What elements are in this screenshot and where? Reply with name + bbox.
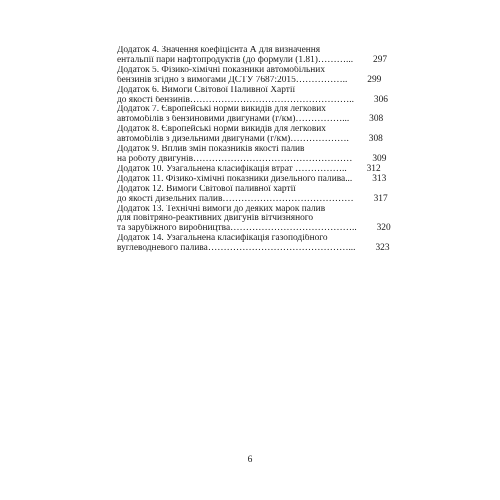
toc-entry-title bbox=[117, 125, 349, 145]
toc-entry-line: автомобілів з дизельними двигунами (г/км)………………. bbox=[117, 135, 349, 145]
toc-entry-title bbox=[117, 185, 354, 205]
toc-entry-line: на роботу двигунів…………………………………………… bbox=[117, 154, 353, 164]
toc-entry-appendix-6 bbox=[117, 85, 388, 106]
toc-entry-title bbox=[117, 165, 347, 175]
toc-entry-appendix-9 bbox=[117, 145, 387, 165]
toc-entry-title bbox=[117, 175, 352, 185]
toc-entry-line: Додаток 7. Європейські норми викидів для легкових bbox=[117, 105, 326, 115]
toc-entry-appendix-13 bbox=[117, 204, 391, 235]
toc-entry-appendix-12 bbox=[117, 184, 388, 205]
toc-entry-appendix-11 bbox=[117, 173, 387, 185]
toc-entry-line: Додаток 9. Вплив змін показників якості палив bbox=[117, 145, 305, 155]
toc-entry-line: Додаток 5. Фізико-хімічні показники автомобільних bbox=[117, 65, 326, 75]
toc-entry-page: 320 bbox=[376, 223, 391, 234]
toc-entry-line: вуглеводневого палива………………………………………... bbox=[117, 244, 356, 254]
toc-entry-page: 312 bbox=[366, 163, 381, 174]
toc-entry-line: автомобілів з бензиновими двигунами (г/км)……………... bbox=[117, 115, 350, 125]
toc-entry-appendix-5 bbox=[117, 65, 382, 86]
toc-entry-title bbox=[117, 86, 354, 106]
toc-entry-title bbox=[117, 66, 347, 86]
toc-entry-page: 308 bbox=[368, 134, 383, 145]
toc-entry-line: Додаток 10. Узагальнена класифікація втрат …………….. bbox=[117, 164, 347, 174]
toc-entry-line: Додаток 8. Європейські норми викидів для легкових bbox=[117, 125, 326, 135]
toc-entry-appendix-8 bbox=[117, 125, 383, 145]
toc-entry-line: до якості дизельних палив…………………………………… bbox=[117, 194, 354, 204]
toc-entry-line: Додаток 6. Вимоги Світової Паливної Хартії bbox=[117, 85, 296, 95]
toc-entry-line: Додаток 11. Фізико-хімічні показники дизельного палива... bbox=[117, 174, 353, 184]
toc-entry-title bbox=[117, 46, 353, 66]
toc-entry-line: Додаток 4. Значення коефіцієнта А для визначення bbox=[117, 46, 321, 55]
page-number: 6 bbox=[247, 455, 253, 465]
table-of-contents bbox=[117, 46, 391, 254]
toc-entry-line: та зарубіжного виробництва………………………………….. bbox=[117, 224, 357, 234]
toc-entry-page: 308 bbox=[369, 114, 384, 125]
toc-entry-title bbox=[117, 105, 349, 125]
toc-entry-page: 299 bbox=[367, 74, 382, 85]
toc-entry-page: 306 bbox=[373, 94, 388, 105]
toc-entry-appendix-7 bbox=[117, 105, 384, 125]
toc-entry-title bbox=[117, 205, 357, 235]
toc-entry-line: до якості бензинів…………………………………………….. bbox=[117, 95, 354, 105]
toc-entry-page: 313 bbox=[372, 173, 387, 184]
toc-entry-appendix-10 bbox=[117, 163, 381, 175]
toc-entry-title bbox=[117, 234, 356, 254]
toc-entry-appendix-4 bbox=[117, 46, 388, 66]
toc-entry-page: 309 bbox=[372, 153, 387, 164]
toc-entry-line: ентальпії пари нафтопродуктів (до формули (1.81)………... bbox=[117, 55, 354, 65]
toc-entry-line: Додаток 12. Вимоги Світової паливної хартії bbox=[117, 184, 296, 194]
toc-entry-title bbox=[117, 145, 352, 165]
toc-entry-line: для повітряно-реактивних двигунів вітчизняного bbox=[117, 214, 314, 224]
toc-entry-line: Додаток 14. Узагальнена класифікація газоподібного bbox=[117, 234, 328, 244]
toc-entry-page: 297 bbox=[373, 54, 388, 65]
toc-entry-page: 317 bbox=[373, 193, 388, 204]
toc-entry-line: бензинів згідно з вимогами ДСТУ 7687:2015…………….. bbox=[117, 75, 348, 85]
toc-entry-line: Додаток 13. Технічні вимоги до деяких марок палив bbox=[117, 204, 326, 214]
toc-entry-page: 323 bbox=[375, 243, 390, 254]
toc-entry-appendix-14 bbox=[117, 234, 390, 254]
